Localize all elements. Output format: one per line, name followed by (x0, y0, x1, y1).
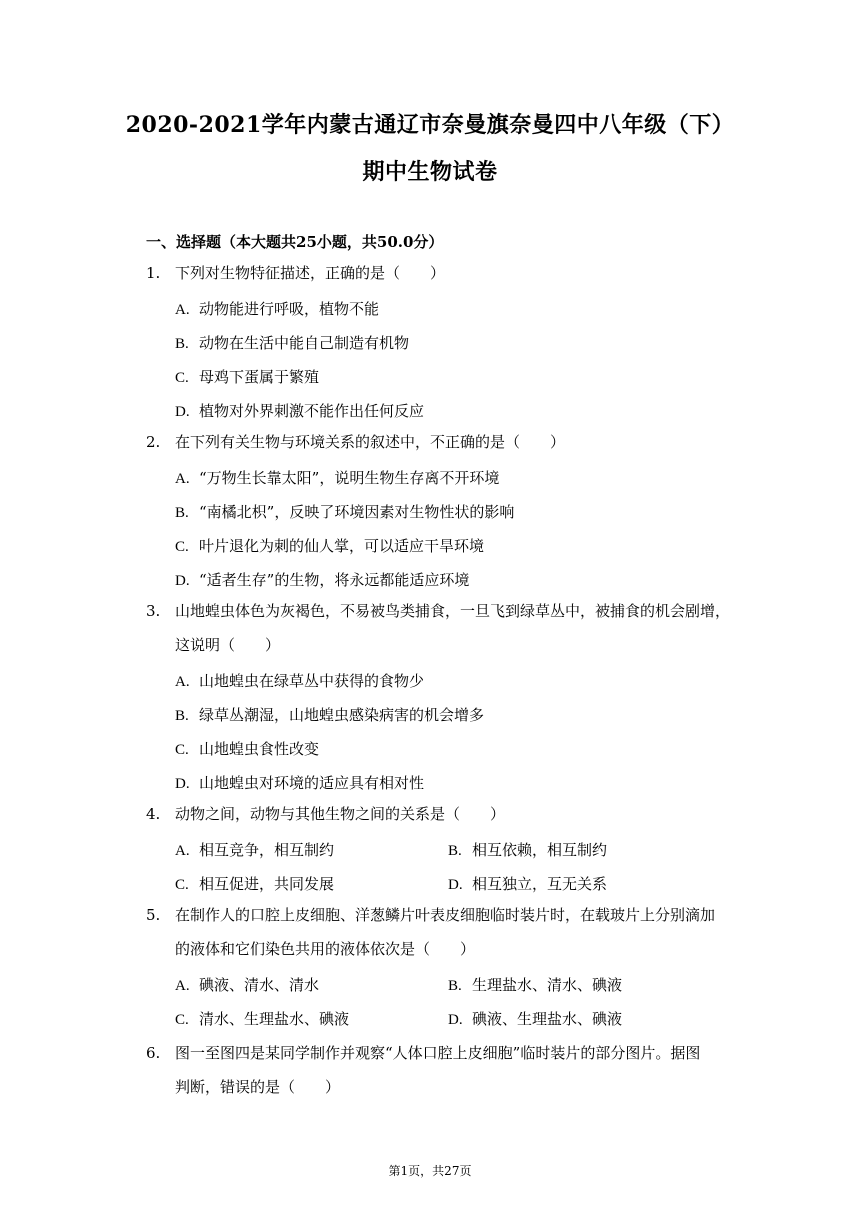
option-label: A. (175, 302, 190, 318)
option-text: 相互促进，共同发展 (199, 875, 335, 893)
option-a (175, 974, 319, 995)
option-label: B. (175, 708, 189, 724)
option-text: 清水、生理盐水、碘液 (199, 1010, 350, 1028)
option-b (175, 704, 484, 725)
option-label: B. (448, 843, 462, 859)
question-number: 1. (146, 264, 161, 282)
option-label: C. (175, 370, 189, 386)
option-label: A. (175, 978, 190, 994)
option-d (448, 873, 607, 894)
question-text: 下列对生物特征描述，正确的是（ ） (175, 264, 446, 282)
option-label: A. (175, 471, 190, 487)
option-text: “适者生存”的生物，将永远都能适应环境 (199, 571, 470, 589)
option-b (175, 332, 409, 353)
option-c (175, 873, 334, 894)
option-c (175, 535, 484, 556)
option-b (448, 839, 607, 860)
option-text: 山地蝗虫对环境的适应具有相对性 (199, 774, 425, 792)
question-text-cont: 这说明（ ） (175, 636, 281, 654)
option-label: C. (175, 742, 189, 758)
exam-title-line2: 期中生物试卷 (362, 159, 498, 185)
option-d (448, 1008, 622, 1029)
option-text: 相互独立，互无关系 (472, 875, 608, 893)
option-text: 叶片退化为刺的仙人掌，可以适应干旱环境 (199, 537, 485, 555)
option-label: D. (175, 776, 190, 792)
option-b (175, 501, 514, 522)
option-text: 植物对外界刺激不能作出任何反应 (199, 402, 425, 420)
option-label: D. (448, 877, 463, 893)
option-label: B. (448, 978, 462, 994)
option-text: 碘液、生理盐水、碘液 (472, 1010, 623, 1028)
option-label: A. (175, 674, 190, 690)
option-c (175, 1008, 349, 1029)
option-text: 相互依赖，相互制约 (472, 841, 608, 859)
option-c (175, 366, 319, 387)
option-label: D. (175, 573, 190, 589)
option-label: A. (175, 843, 190, 859)
option-label: D. (448, 1012, 463, 1028)
page-footer: 第1页，共27页 (388, 1164, 472, 1178)
question-number: 6. (146, 1044, 161, 1062)
option-a (175, 670, 424, 691)
option-text: 相互竞争，相互制约 (199, 841, 335, 859)
question-text: 动物之间，动物与其他生物之间的关系是（ ） (175, 805, 506, 823)
option-text: 山地蝗虫在绿草丛中获得的食物少 (199, 672, 425, 690)
option-text: 山地蝗虫食性改变 (199, 740, 320, 758)
option-a (175, 467, 499, 488)
option-text: 绿草丛潮湿，山地蝗虫感染病害的机会增多 (199, 706, 485, 724)
question-number: 2. (146, 433, 161, 451)
section-heading: 一、选择题（本大题共25小题，共50.0分） (146, 233, 444, 251)
option-text: 母鸡下蛋属于繁殖 (199, 368, 320, 386)
question-text: 在下列有关生物与环境关系的叙述中，不正确的是（ ） (175, 433, 566, 451)
question-number: 3. (146, 602, 161, 620)
option-a (175, 839, 334, 860)
option-label: D. (175, 404, 190, 420)
option-text: 动物在生活中能自己制造有机物 (199, 334, 410, 352)
option-d (175, 569, 469, 590)
option-text: “万物生长靠太阳”，说明生物生存离不开环境 (199, 469, 500, 487)
option-label: C. (175, 877, 189, 893)
option-text: 生理盐水、清水、碘液 (472, 976, 623, 994)
question-number: 5. (146, 906, 161, 924)
option-text: 动物能进行呼吸，植物不能 (199, 300, 380, 318)
question-text: 山地蝗虫体色为灰褐色，不易被鸟类捕食，一旦飞到绿草丛中，被捕食的机会剧增， (175, 602, 731, 620)
option-text: 碘液、清水、清水 (199, 976, 320, 994)
option-c (175, 738, 319, 759)
question-text-cont: 判断，错误的是（ ） (175, 1078, 341, 1096)
exam-title-line1: 2020-2021学年内蒙古通辽市奈曼旗奈曼四中八年级（下） (125, 112, 735, 138)
question-text: 图一至图四是某同学制作并观察“人体口腔上皮细胞”临时装片的部分图片。据图 (175, 1044, 701, 1062)
option-text: “南橘北枳”，反映了环境因素对生物性状的影响 (199, 503, 515, 521)
question-text-cont: 的液体和它们染色共用的液体依次是（ ） (175, 940, 476, 958)
option-d (175, 772, 424, 793)
option-label: B. (175, 336, 189, 352)
question-text: 在制作人的口腔上皮细胞、洋葱鳞片叶表皮细胞临时装片时，在载玻片上分别滴加 (175, 906, 716, 924)
question-number: 4. (146, 805, 161, 823)
option-label: C. (175, 539, 189, 555)
option-label: B. (175, 505, 189, 521)
option-a (175, 298, 379, 319)
option-b (448, 974, 622, 995)
option-d (175, 400, 424, 421)
option-label: C. (175, 1012, 189, 1028)
